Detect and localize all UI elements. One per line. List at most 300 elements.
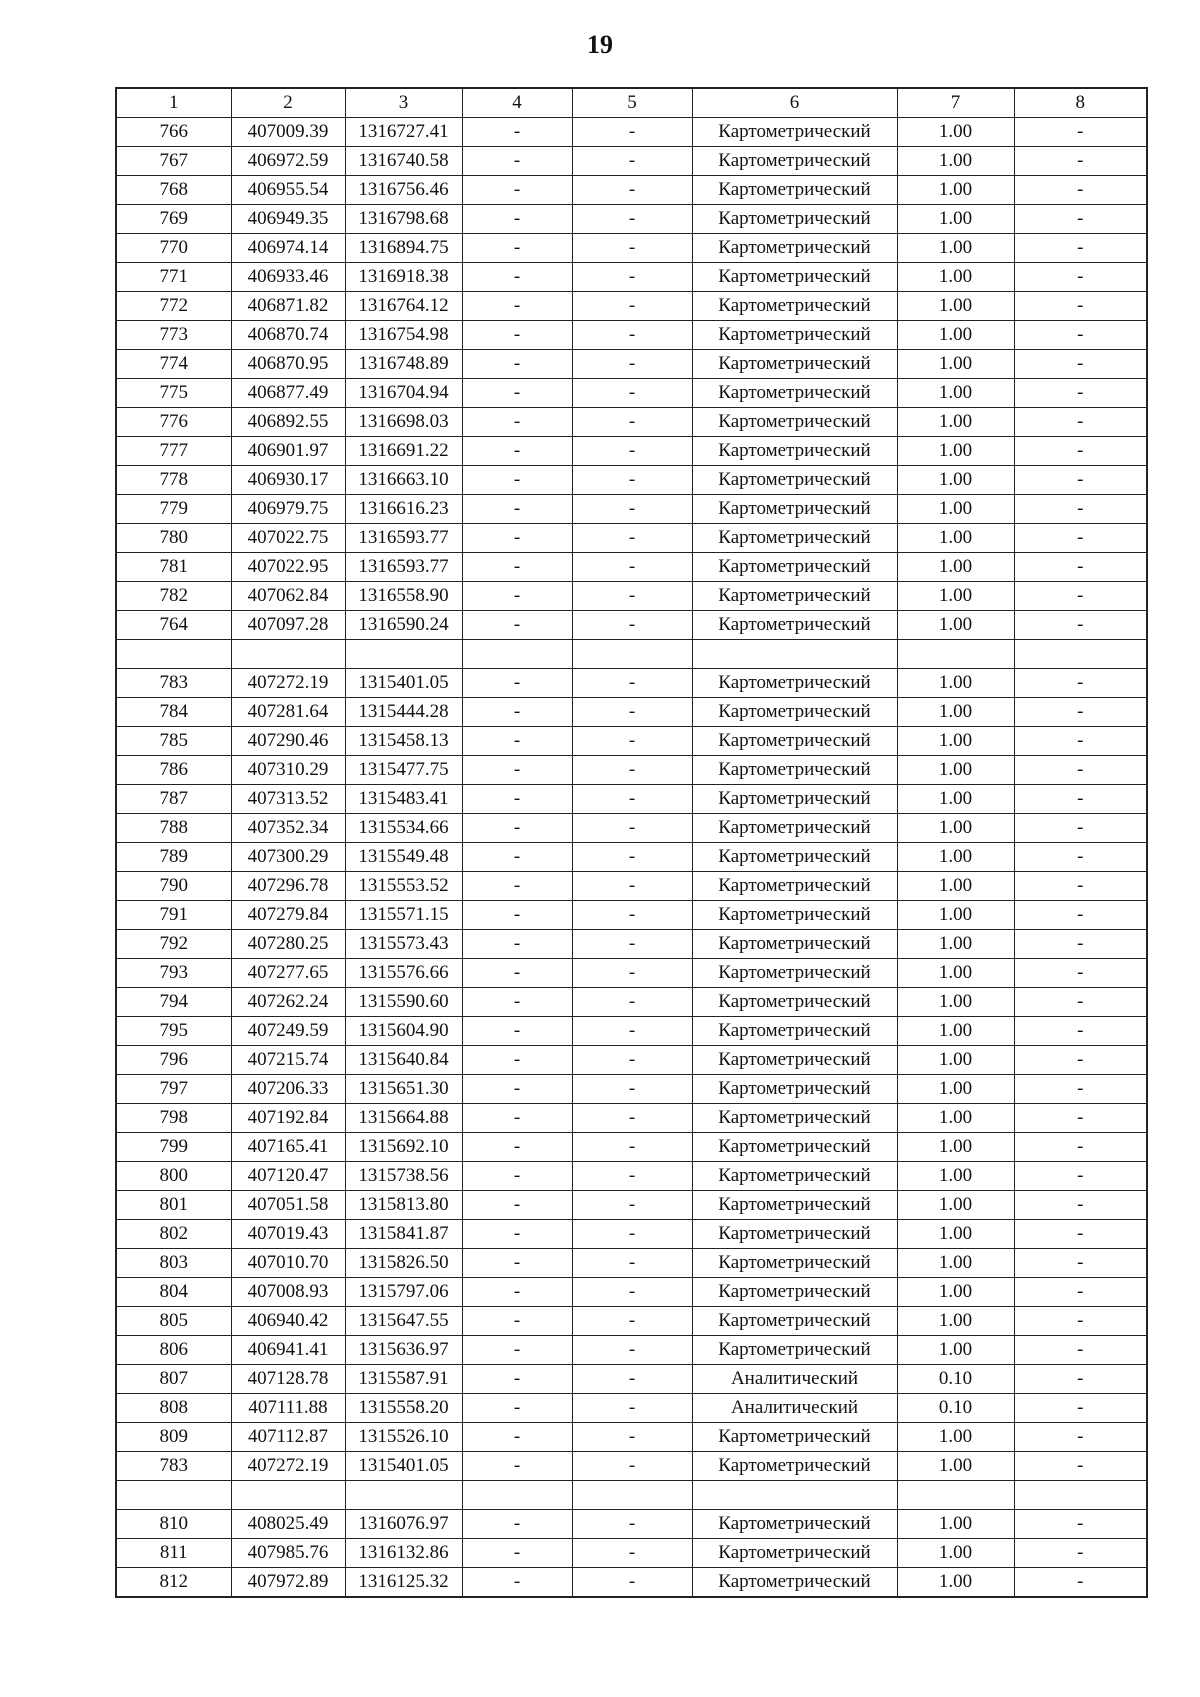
table-cell: - bbox=[462, 1075, 572, 1104]
page-number: 19 bbox=[587, 30, 613, 59]
table-cell: 789 bbox=[116, 843, 231, 872]
table-row bbox=[116, 524, 1147, 553]
table-cell: 774 bbox=[116, 350, 231, 379]
table-cell: 407272.19 bbox=[231, 669, 345, 698]
table-cell: 1315651.30 bbox=[345, 1075, 462, 1104]
table-cell: 406979.75 bbox=[231, 495, 345, 524]
table-cell: - bbox=[1014, 1539, 1147, 1568]
table-cell: - bbox=[572, 814, 692, 843]
table-cell: - bbox=[1014, 785, 1147, 814]
table-cell: 1.00 bbox=[897, 1249, 1014, 1278]
table-cell: 1315483.41 bbox=[345, 785, 462, 814]
table-cell: 770 bbox=[116, 234, 231, 263]
table-cell: Картометрический bbox=[692, 1133, 897, 1162]
table-cell: 1.00 bbox=[897, 872, 1014, 901]
table-cell: - bbox=[572, 379, 692, 408]
table-row bbox=[116, 1220, 1147, 1249]
column-header: 8 bbox=[1014, 88, 1147, 118]
table-cell: - bbox=[572, 292, 692, 321]
table-cell: - bbox=[462, 147, 572, 176]
table-cell: 408025.49 bbox=[231, 1510, 345, 1539]
table-cell: Картометрический bbox=[692, 1423, 897, 1452]
table-cell: - bbox=[572, 1307, 692, 1336]
table-cell: - bbox=[462, 350, 572, 379]
table-cell: 806 bbox=[116, 1336, 231, 1365]
table-cell: 1.00 bbox=[897, 582, 1014, 611]
table-cell: - bbox=[572, 147, 692, 176]
table-row bbox=[116, 1568, 1147, 1598]
table-cell: 1316616.23 bbox=[345, 495, 462, 524]
table-cell: Аналитический bbox=[692, 1394, 897, 1423]
table-cell: 1.00 bbox=[897, 901, 1014, 930]
table-row bbox=[116, 1481, 1147, 1510]
table-cell: - bbox=[572, 1510, 692, 1539]
table-cell: - bbox=[462, 408, 572, 437]
table-row bbox=[116, 1075, 1147, 1104]
table-cell: - bbox=[462, 524, 572, 553]
table-cell: - bbox=[572, 698, 692, 727]
table-cell: - bbox=[1014, 1336, 1147, 1365]
table-cell: - bbox=[462, 1336, 572, 1365]
table-cell: - bbox=[1014, 205, 1147, 234]
table-cell: 407022.75 bbox=[231, 524, 345, 553]
table-cell: 406955.54 bbox=[231, 176, 345, 205]
table-cell: 1315573.43 bbox=[345, 930, 462, 959]
table-cell: - bbox=[1014, 147, 1147, 176]
table-cell: - bbox=[462, 1365, 572, 1394]
table-cell: - bbox=[462, 1249, 572, 1278]
table-row bbox=[116, 437, 1147, 466]
table-cell: 406940.42 bbox=[231, 1307, 345, 1336]
table-cell: - bbox=[1014, 872, 1147, 901]
table-cell: 1.00 bbox=[897, 408, 1014, 437]
table-cell: Картометрический bbox=[692, 553, 897, 582]
table-cell: Картометрический bbox=[692, 1220, 897, 1249]
table-cell: - bbox=[572, 1539, 692, 1568]
table-cell: - bbox=[572, 959, 692, 988]
table-cell: 407062.84 bbox=[231, 582, 345, 611]
table-cell: - bbox=[462, 756, 572, 785]
table-cell: - bbox=[462, 118, 572, 147]
table-row bbox=[116, 205, 1147, 234]
table-cell: 407277.65 bbox=[231, 959, 345, 988]
table-cell: - bbox=[572, 205, 692, 234]
table-cell: 407310.29 bbox=[231, 756, 345, 785]
table-cell: Картометрический bbox=[692, 959, 897, 988]
table-cell: 406892.55 bbox=[231, 408, 345, 437]
table-cell: - bbox=[462, 1568, 572, 1598]
header-row bbox=[116, 88, 1147, 118]
table-cell: 776 bbox=[116, 408, 231, 437]
table-cell: 1.00 bbox=[897, 1423, 1014, 1452]
coordinates-table bbox=[115, 87, 1148, 1598]
table-cell: 1.00 bbox=[897, 437, 1014, 466]
table-cell: 1.00 bbox=[897, 1104, 1014, 1133]
table-cell: 1315664.88 bbox=[345, 1104, 462, 1133]
table-cell: - bbox=[462, 321, 572, 350]
table-cell: 1316076.97 bbox=[345, 1510, 462, 1539]
table-cell: 1316590.24 bbox=[345, 611, 462, 640]
table-cell: - bbox=[462, 553, 572, 582]
table-cell: - bbox=[572, 524, 692, 553]
table-cell: 788 bbox=[116, 814, 231, 843]
table-cell: 1315558.20 bbox=[345, 1394, 462, 1423]
table-row bbox=[116, 1278, 1147, 1307]
table-cell: Картометрический bbox=[692, 147, 897, 176]
table-cell: - bbox=[1014, 582, 1147, 611]
table-cell: 407280.25 bbox=[231, 930, 345, 959]
table-cell: 1316756.46 bbox=[345, 176, 462, 205]
table-row bbox=[116, 930, 1147, 959]
table-cell: 812 bbox=[116, 1568, 231, 1598]
table-cell: - bbox=[1014, 901, 1147, 930]
table-cell: 1315553.52 bbox=[345, 872, 462, 901]
table-cell: Картометрический bbox=[692, 350, 897, 379]
table-cell: 800 bbox=[116, 1162, 231, 1191]
table-cell: 1315826.50 bbox=[345, 1249, 462, 1278]
table-cell: - bbox=[572, 611, 692, 640]
table-cell: Картометрический bbox=[692, 901, 897, 930]
table-cell: 1315797.06 bbox=[345, 1278, 462, 1307]
table-row bbox=[116, 1017, 1147, 1046]
table-cell: - bbox=[462, 959, 572, 988]
table-cell: - bbox=[1014, 669, 1147, 698]
table-cell: 1315692.10 bbox=[345, 1133, 462, 1162]
table-cell: Картометрический bbox=[692, 437, 897, 466]
table-cell: 1.00 bbox=[897, 843, 1014, 872]
table-cell: 1.00 bbox=[897, 1191, 1014, 1220]
table-cell: - bbox=[462, 785, 572, 814]
table-cell: - bbox=[462, 1133, 572, 1162]
column-header: 6 bbox=[692, 88, 897, 118]
table-cell: 1.00 bbox=[897, 524, 1014, 553]
table-cell: - bbox=[1014, 1162, 1147, 1191]
table-cell: - bbox=[572, 756, 692, 785]
table-cell: - bbox=[462, 582, 572, 611]
table-row bbox=[116, 1191, 1147, 1220]
table-cell: 782 bbox=[116, 582, 231, 611]
table-cell: - bbox=[1014, 1104, 1147, 1133]
table-row bbox=[116, 1539, 1147, 1568]
table-cell: 1315738.56 bbox=[345, 1162, 462, 1191]
table-cell bbox=[692, 1481, 897, 1510]
table-row bbox=[116, 843, 1147, 872]
table-cell bbox=[572, 1481, 692, 1510]
table-cell: 407010.70 bbox=[231, 1249, 345, 1278]
table-cell: 807 bbox=[116, 1365, 231, 1394]
table-cell: - bbox=[572, 1046, 692, 1075]
table-cell: 792 bbox=[116, 930, 231, 959]
table-cell: - bbox=[1014, 930, 1147, 959]
table-cell: Картометрический bbox=[692, 843, 897, 872]
table-row bbox=[116, 1452, 1147, 1481]
table-cell: - bbox=[462, 988, 572, 1017]
table-cell: 769 bbox=[116, 205, 231, 234]
table-cell: Картометрический bbox=[692, 1104, 897, 1133]
table-cell: - bbox=[1014, 466, 1147, 495]
table-cell: 1.00 bbox=[897, 147, 1014, 176]
table-cell: 407192.84 bbox=[231, 1104, 345, 1133]
table-cell: 1316740.58 bbox=[345, 147, 462, 176]
table-cell: - bbox=[1014, 553, 1147, 582]
table-cell: 1.00 bbox=[897, 1539, 1014, 1568]
table-cell: - bbox=[1014, 1017, 1147, 1046]
column-header: 2 bbox=[231, 88, 345, 118]
table-cell: Картометрический bbox=[692, 756, 897, 785]
table-cell: - bbox=[572, 553, 692, 582]
table-row bbox=[116, 582, 1147, 611]
table-cell: 1315636.97 bbox=[345, 1336, 462, 1365]
table-cell: 1316558.90 bbox=[345, 582, 462, 611]
table-cell: - bbox=[1014, 1510, 1147, 1539]
table-cell: - bbox=[1014, 1075, 1147, 1104]
table-cell: 407272.19 bbox=[231, 1452, 345, 1481]
table-row bbox=[116, 1394, 1147, 1423]
table-cell: 1.00 bbox=[897, 669, 1014, 698]
table-cell: 764 bbox=[116, 611, 231, 640]
column-header: 4 bbox=[462, 88, 572, 118]
table-cell: Картометрический bbox=[692, 234, 897, 263]
table-cell: 766 bbox=[116, 118, 231, 147]
table-cell: - bbox=[1014, 408, 1147, 437]
table-cell: 1315571.15 bbox=[345, 901, 462, 930]
table-cell bbox=[231, 640, 345, 669]
table-row bbox=[116, 1423, 1147, 1452]
table-row bbox=[116, 1133, 1147, 1162]
table-cell: - bbox=[462, 234, 572, 263]
table-cell: - bbox=[1014, 698, 1147, 727]
table-row bbox=[116, 1046, 1147, 1075]
table-cell: 406933.46 bbox=[231, 263, 345, 292]
table-cell bbox=[897, 1481, 1014, 1510]
table-cell: Картометрический bbox=[692, 1336, 897, 1365]
table-cell: - bbox=[572, 1017, 692, 1046]
table-cell: 407352.34 bbox=[231, 814, 345, 843]
table-cell: 801 bbox=[116, 1191, 231, 1220]
table-cell: 772 bbox=[116, 292, 231, 321]
table-cell: 0.10 bbox=[897, 1394, 1014, 1423]
table-row bbox=[116, 292, 1147, 321]
table-cell: 406870.74 bbox=[231, 321, 345, 350]
table-cell: 779 bbox=[116, 495, 231, 524]
table-cell: 1.00 bbox=[897, 1510, 1014, 1539]
table-cell: - bbox=[462, 205, 572, 234]
table-cell: - bbox=[572, 727, 692, 756]
table-cell: Картометрический bbox=[692, 1162, 897, 1191]
table-cell bbox=[345, 1481, 462, 1510]
table-cell: 1315534.66 bbox=[345, 814, 462, 843]
table-cell: - bbox=[572, 1568, 692, 1598]
table-cell: - bbox=[1014, 1191, 1147, 1220]
table-cell: - bbox=[462, 495, 572, 524]
table-cell: 1316663.10 bbox=[345, 466, 462, 495]
table-cell: 406901.97 bbox=[231, 437, 345, 466]
table-cell: - bbox=[1014, 1220, 1147, 1249]
table-cell: 407097.28 bbox=[231, 611, 345, 640]
table-cell: - bbox=[572, 930, 692, 959]
table-cell: 1315590.60 bbox=[345, 988, 462, 1017]
table-cell: 1.00 bbox=[897, 785, 1014, 814]
table-cell: - bbox=[572, 843, 692, 872]
table-cell: 1315549.48 bbox=[345, 843, 462, 872]
table-cell: Картометрический bbox=[692, 1539, 897, 1568]
table-cell: 1.00 bbox=[897, 698, 1014, 727]
table-cell: - bbox=[572, 785, 692, 814]
table-cell: 1315813.80 bbox=[345, 1191, 462, 1220]
table-cell: Картометрический bbox=[692, 205, 897, 234]
table-cell: 1.00 bbox=[897, 1307, 1014, 1336]
table-row bbox=[116, 379, 1147, 408]
table-cell: Картометрический bbox=[692, 669, 897, 698]
table-row bbox=[116, 756, 1147, 785]
table-cell: 1315647.55 bbox=[345, 1307, 462, 1336]
table-cell: 780 bbox=[116, 524, 231, 553]
table-cell: Картометрический bbox=[692, 814, 897, 843]
table-row bbox=[116, 408, 1147, 437]
table-cell: 777 bbox=[116, 437, 231, 466]
table-cell: - bbox=[1014, 437, 1147, 466]
table-cell: - bbox=[462, 1307, 572, 1336]
table-cell: - bbox=[1014, 234, 1147, 263]
table-cell bbox=[692, 640, 897, 669]
table-cell: 407296.78 bbox=[231, 872, 345, 901]
table-cell: - bbox=[462, 1452, 572, 1481]
table-cell: - bbox=[572, 901, 692, 930]
table-cell: - bbox=[462, 669, 572, 698]
table-cell: 1315526.10 bbox=[345, 1423, 462, 1452]
table-cell: - bbox=[462, 872, 572, 901]
table-cell: - bbox=[572, 437, 692, 466]
table-cell: - bbox=[1014, 1278, 1147, 1307]
table-cell: - bbox=[462, 930, 572, 959]
table-cell: Картометрический bbox=[692, 408, 897, 437]
table-cell: 798 bbox=[116, 1104, 231, 1133]
table-cell: 1315587.91 bbox=[345, 1365, 462, 1394]
table-cell: 1.00 bbox=[897, 988, 1014, 1017]
table-cell: - bbox=[462, 1423, 572, 1452]
table-cell: 406870.95 bbox=[231, 350, 345, 379]
table-cell: 1.00 bbox=[897, 1046, 1014, 1075]
table-cell: - bbox=[462, 611, 572, 640]
table-cell: - bbox=[572, 669, 692, 698]
table-cell: 775 bbox=[116, 379, 231, 408]
table-cell: - bbox=[462, 1220, 572, 1249]
table-cell: - bbox=[462, 379, 572, 408]
table-cell bbox=[462, 1481, 572, 1510]
table-cell: 406871.82 bbox=[231, 292, 345, 321]
table-cell: 1315401.05 bbox=[345, 669, 462, 698]
table-cell: 1.00 bbox=[897, 1017, 1014, 1046]
table-cell: 407008.93 bbox=[231, 1278, 345, 1307]
table-cell: - bbox=[572, 1220, 692, 1249]
table-cell: 407215.74 bbox=[231, 1046, 345, 1075]
table-cell: - bbox=[572, 466, 692, 495]
table-cell: 406930.17 bbox=[231, 466, 345, 495]
table-cell: - bbox=[1014, 756, 1147, 785]
table-cell: 785 bbox=[116, 727, 231, 756]
table-cell: 810 bbox=[116, 1510, 231, 1539]
table-cell: - bbox=[572, 1133, 692, 1162]
table-cell: Картометрический bbox=[692, 988, 897, 1017]
table-row bbox=[116, 234, 1147, 263]
table-cell: 407972.89 bbox=[231, 1568, 345, 1598]
table-cell: - bbox=[462, 1278, 572, 1307]
table-cell: 1316764.12 bbox=[345, 292, 462, 321]
table-cell: - bbox=[572, 408, 692, 437]
table-cell: 793 bbox=[116, 959, 231, 988]
table-cell: 811 bbox=[116, 1539, 231, 1568]
table-cell: - bbox=[1014, 611, 1147, 640]
table-cell: Картометрический bbox=[692, 1046, 897, 1075]
table-cell: 809 bbox=[116, 1423, 231, 1452]
table-cell: 1315576.66 bbox=[345, 959, 462, 988]
column-header: 7 bbox=[897, 88, 1014, 118]
table-cell bbox=[572, 640, 692, 669]
table-cell: 1.00 bbox=[897, 350, 1014, 379]
table-cell: 1.00 bbox=[897, 234, 1014, 263]
table-cell: 1.00 bbox=[897, 930, 1014, 959]
table-cell: 1.00 bbox=[897, 611, 1014, 640]
table-cell: - bbox=[572, 495, 692, 524]
table-cell bbox=[345, 640, 462, 669]
table-cell: 1316748.89 bbox=[345, 350, 462, 379]
table-cell: Картометрический bbox=[692, 611, 897, 640]
table-cell: - bbox=[1014, 1452, 1147, 1481]
table-cell: - bbox=[462, 466, 572, 495]
table-cell: - bbox=[572, 350, 692, 379]
table-cell: - bbox=[1014, 379, 1147, 408]
table-cell: Картометрический bbox=[692, 118, 897, 147]
table-cell: - bbox=[462, 698, 572, 727]
table-cell: 1316798.68 bbox=[345, 205, 462, 234]
table-cell: - bbox=[462, 1162, 572, 1191]
table-cell: - bbox=[1014, 727, 1147, 756]
table-row bbox=[116, 959, 1147, 988]
table-cell: 1316593.77 bbox=[345, 524, 462, 553]
table-cell: - bbox=[572, 1104, 692, 1133]
column-header: 1 bbox=[116, 88, 231, 118]
table-row bbox=[116, 1365, 1147, 1394]
table-cell: - bbox=[462, 1539, 572, 1568]
table-row bbox=[116, 1249, 1147, 1278]
table-cell: - bbox=[572, 1394, 692, 1423]
table-cell: 1315640.84 bbox=[345, 1046, 462, 1075]
table-cell: - bbox=[462, 176, 572, 205]
table-cell: 1.00 bbox=[897, 814, 1014, 843]
table-row bbox=[116, 350, 1147, 379]
table-cell: 784 bbox=[116, 698, 231, 727]
table-cell: - bbox=[572, 1278, 692, 1307]
table-cell: Картометрический bbox=[692, 1452, 897, 1481]
table-cell: - bbox=[1014, 1307, 1147, 1336]
table-cell: - bbox=[1014, 176, 1147, 205]
table-row bbox=[116, 901, 1147, 930]
table-cell: Картометрический bbox=[692, 321, 897, 350]
table-cell: 1315604.90 bbox=[345, 1017, 462, 1046]
table-cell: Картометрический bbox=[692, 524, 897, 553]
table-cell: Картометрический bbox=[692, 379, 897, 408]
table-cell: - bbox=[572, 118, 692, 147]
table-cell bbox=[1014, 640, 1147, 669]
table-cell: 1.00 bbox=[897, 321, 1014, 350]
table-cell: 407279.84 bbox=[231, 901, 345, 930]
table-cell: Картометрический bbox=[692, 1075, 897, 1104]
table-cell: 407985.76 bbox=[231, 1539, 345, 1568]
table-cell: - bbox=[1014, 843, 1147, 872]
table-cell: 1.00 bbox=[897, 466, 1014, 495]
table-row bbox=[116, 785, 1147, 814]
table-cell bbox=[231, 1481, 345, 1510]
